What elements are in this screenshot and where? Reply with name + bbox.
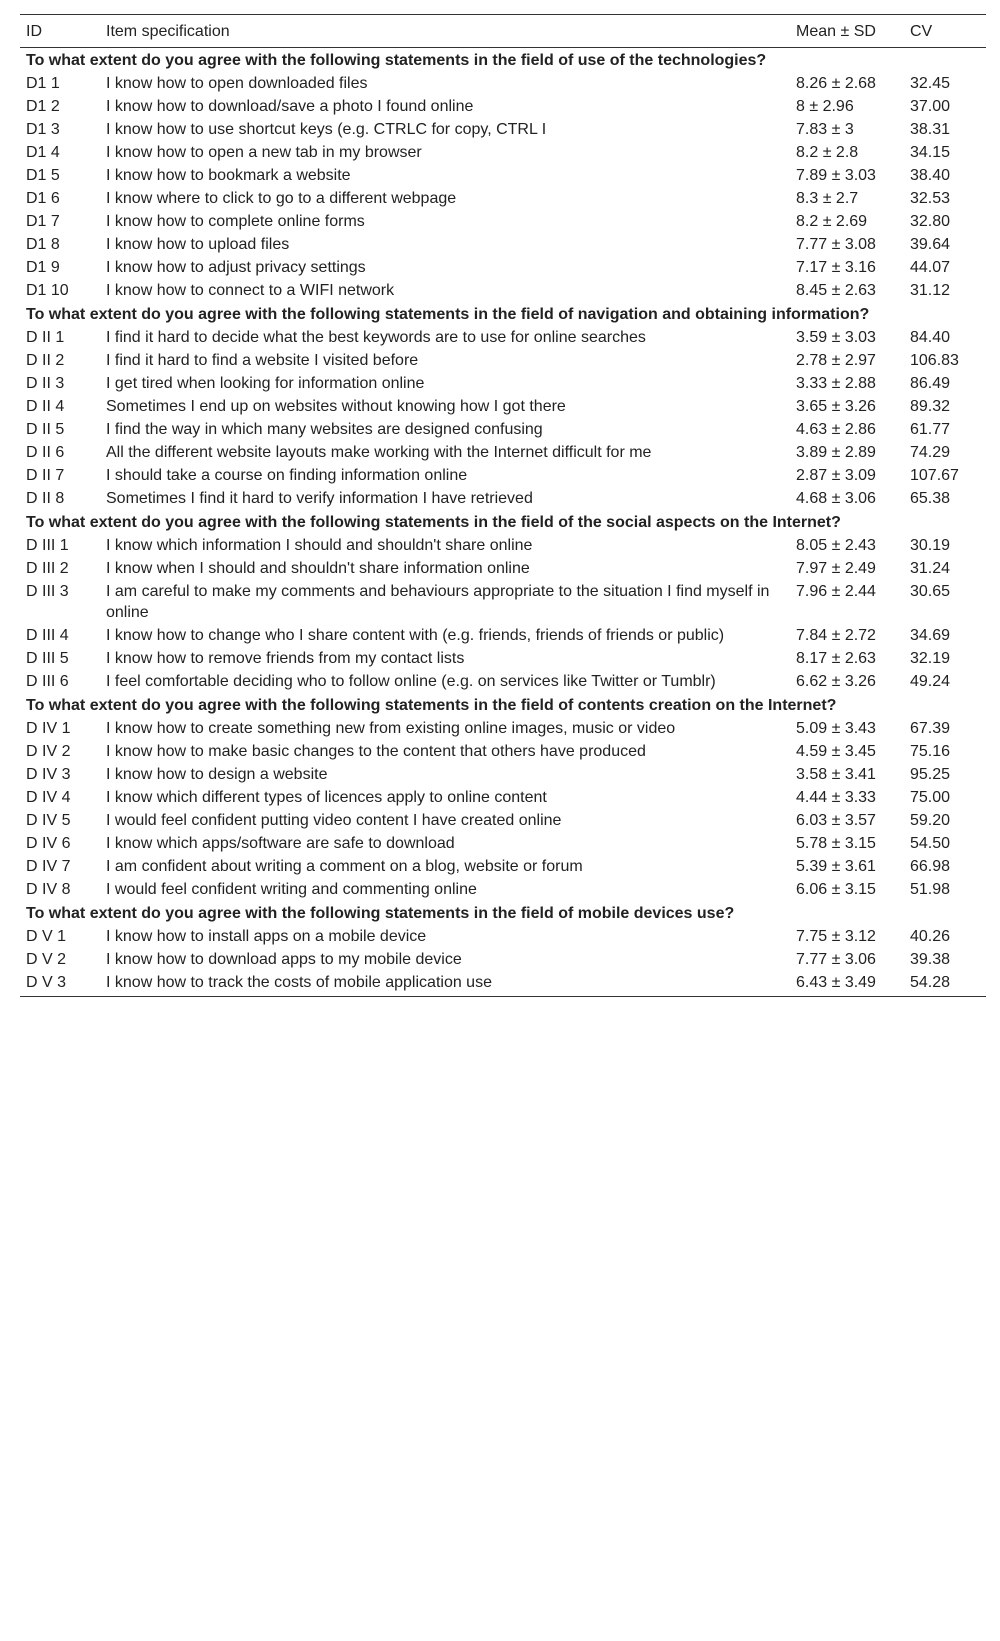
mean-sd-cell: 7.77 ± 3.06 — [796, 951, 876, 968]
cv-cell: 40.26 — [910, 928, 951, 945]
cv-cell: 54.28 — [904, 971, 986, 997]
mean-sd-cell: 7.84 ± 2.72 — [796, 627, 876, 644]
item-id-cell: D IV 4 — [26, 789, 71, 806]
item-id-cell: D II 5 — [26, 421, 65, 438]
item-specification-cell: I know how to remove friends from my contact lists — [106, 650, 465, 667]
table-row — [20, 670, 986, 693]
item-specification-cell: I know how to open a new tab in my browser — [106, 144, 422, 161]
mean-sd-cell: 6.03 ± 3.57 — [796, 812, 876, 829]
item-id-cell: D III 2 — [26, 560, 69, 577]
table-row — [20, 164, 986, 187]
mean-sd-cell: 3.33 ± 2.88 — [796, 375, 876, 392]
item-id-cell: D V 2 — [26, 951, 67, 968]
item-specification-cell: I know how to track the costs of mobile application use — [100, 971, 790, 997]
mean-sd-cell: 7.83 ± 3 — [796, 121, 854, 138]
table-row — [20, 786, 986, 809]
item-id-cell: D1 8 — [26, 236, 60, 253]
cv-cell: 67.39 — [910, 720, 951, 737]
item-id-cell: D II 1 — [26, 329, 65, 346]
cv-cell: 38.40 — [910, 167, 951, 184]
cv-cell: 30.19 — [910, 537, 951, 554]
cv-cell: 84.40 — [910, 329, 951, 346]
item-id-cell: D IV 2 — [26, 743, 71, 760]
mean-sd-cell: 8.26 ± 2.68 — [796, 75, 876, 92]
table-row — [20, 855, 986, 878]
results-table-container — [20, 14, 986, 997]
cv-cell: 32.80 — [910, 213, 951, 230]
table-row — [20, 72, 986, 95]
table-row — [20, 95, 986, 118]
header-id: ID — [20, 15, 100, 48]
table-row — [20, 210, 986, 233]
header-mean-sd: Mean ± SD — [790, 15, 904, 48]
item-specification-cell: I know how to open downloaded files — [106, 75, 368, 92]
item-id-cell: D IV 3 — [26, 766, 71, 783]
item-id-cell: D1 6 — [26, 190, 60, 207]
table-row — [20, 925, 986, 948]
item-specification-cell: I know how to make basic changes to the content that others have produced — [106, 743, 646, 760]
item-specification-cell: I am careful to make my comments and behaviours appropriate to the situation I find myself in online — [106, 583, 770, 621]
item-specification-cell: I know which apps/software are safe to download — [106, 835, 455, 852]
cv-cell: 30.65 — [910, 583, 951, 600]
table-row — [20, 740, 986, 763]
cv-cell: 66.98 — [910, 858, 951, 875]
table-row — [20, 647, 986, 670]
table-row — [20, 971, 986, 997]
item-id-cell: D III 3 — [26, 583, 69, 600]
item-specification-cell: I find it hard to find a website I visited before — [106, 352, 419, 369]
cv-cell: 95.25 — [910, 766, 951, 783]
item-id-cell: D II 8 — [26, 490, 65, 507]
item-id-cell: D II 6 — [26, 444, 65, 461]
table-row — [20, 534, 986, 557]
mean-sd-cell: 4.68 ± 3.06 — [796, 490, 876, 507]
cv-cell: 49.24 — [910, 673, 951, 690]
item-specification-cell: Sometimes I end up on websites without knowing how I got there — [106, 398, 566, 415]
table-row — [20, 256, 986, 279]
mean-sd-cell: 3.65 ± 3.26 — [796, 398, 876, 415]
header-item-specification: Item specification — [100, 15, 790, 48]
item-specification-cell: I should take a course on finding information online — [106, 467, 468, 484]
item-specification-cell: I would feel confident writing and commenting online — [106, 881, 477, 898]
table-row — [20, 279, 986, 302]
cv-cell: 89.32 — [910, 398, 951, 415]
mean-sd-cell: 7.96 ± 2.44 — [796, 583, 876, 600]
table-row — [20, 349, 986, 372]
mean-sd-cell: 8.3 ± 2.7 — [796, 190, 859, 207]
header-row — [20, 15, 986, 48]
cv-cell: 31.24 — [910, 560, 951, 577]
item-specification-cell: I know how to connect to a WIFI network — [106, 282, 395, 299]
mean-sd-cell: 2.87 ± 3.09 — [796, 467, 876, 484]
item-id-cell: D II 2 — [26, 352, 65, 369]
item-specification-cell: I know where to click to go to a different webpage — [106, 190, 457, 207]
item-specification-cell: I know how to change who I share content with (e.g. friends, friends of friends or public) — [106, 627, 725, 644]
table-row — [20, 717, 986, 740]
cv-cell: 34.15 — [910, 144, 951, 161]
cv-cell: 65.38 — [910, 490, 951, 507]
item-id-cell: D1 7 — [26, 213, 60, 230]
mean-sd-cell: 3.58 ± 3.41 — [796, 766, 876, 783]
cv-cell: 86.49 — [910, 375, 951, 392]
section-title: To what extent do you agree with the following statements in the field of contents creation on the Internet? — [26, 697, 837, 714]
item-id-cell: D V 1 — [26, 928, 67, 945]
table-row — [20, 580, 986, 624]
cv-cell: 107.67 — [910, 467, 959, 484]
item-specification-cell: I feel comfortable deciding who to follow online (e.g. on services like Twitter or Tumblr) — [106, 673, 716, 690]
item-id-cell: D IV 8 — [26, 881, 71, 898]
section-title: To what extent do you agree with the following statements in the field of navigation and obtaining information? — [26, 306, 870, 323]
item-specification-cell: I am confident about writing a comment on a blog, website or forum — [106, 858, 583, 875]
section-row — [20, 48, 986, 73]
item-id-cell: D IV 5 — [26, 812, 71, 829]
section-row — [20, 901, 986, 925]
item-id-cell: D III 1 — [26, 537, 69, 554]
cv-cell: 39.38 — [910, 951, 951, 968]
item-specification-cell: I know how to upload files — [106, 236, 290, 253]
item-id-cell: D1 1 — [26, 75, 60, 92]
table-row — [20, 118, 986, 141]
cv-cell: 74.29 — [910, 444, 951, 461]
item-id-cell: D II 3 — [26, 375, 65, 392]
cv-cell: 75.00 — [910, 789, 951, 806]
item-statistics-table — [20, 14, 986, 997]
table-row — [20, 464, 986, 487]
section-title: To what extent do you agree with the following statements in the field of mobile devices use? — [26, 905, 735, 922]
item-specification-cell: I know how to design a website — [106, 766, 328, 783]
item-id-cell: D1 10 — [26, 282, 69, 299]
table-row — [20, 948, 986, 971]
cv-cell: 54.50 — [910, 835, 951, 852]
item-id-cell: D IV 7 — [26, 858, 71, 875]
item-specification-cell: I know how to bookmark a website — [106, 167, 351, 184]
mean-sd-cell: 7.97 ± 2.49 — [796, 560, 876, 577]
table-row — [20, 441, 986, 464]
item-specification-cell: I know how to download apps to my mobile device — [106, 951, 462, 968]
item-id-cell: D III 5 — [26, 650, 69, 667]
item-specification-cell: I find it hard to decide what the best keywords are to use for online searches — [106, 329, 646, 346]
table-row — [20, 326, 986, 349]
item-specification-cell: I know how to install apps on a mobile device — [106, 928, 427, 945]
mean-sd-cell: 8.45 ± 2.63 — [796, 282, 876, 299]
table-row — [20, 809, 986, 832]
mean-sd-cell: 5.09 ± 3.43 — [796, 720, 876, 737]
mean-sd-cell: 8.05 ± 2.43 — [796, 537, 876, 554]
section-row — [20, 302, 986, 326]
item-specification-cell: I know how to download/save a photo I found online — [106, 98, 474, 115]
item-id-cell: D1 9 — [26, 259, 60, 276]
item-id-cell: D III 6 — [26, 673, 69, 690]
item-id-cell: D IV 6 — [26, 835, 71, 852]
item-specification-cell: I get tired when looking for information online — [106, 375, 425, 392]
section-title: To what extent do you agree with the following statements in the field of use of the technologies? — [26, 52, 767, 69]
table-row — [20, 878, 986, 901]
cv-cell: 39.64 — [910, 236, 951, 253]
cv-cell: 32.19 — [910, 650, 951, 667]
table-row — [20, 233, 986, 256]
item-specification-cell: I would feel confident putting video content I have created online — [106, 812, 562, 829]
cv-cell: 31.12 — [910, 282, 951, 299]
item-id-cell: D IV 1 — [26, 720, 71, 737]
cv-cell: 75.16 — [910, 743, 951, 760]
mean-sd-cell: 6.62 ± 3.26 — [796, 673, 876, 690]
mean-sd-cell: 2.78 ± 2.97 — [796, 352, 876, 369]
cv-cell: 61.77 — [910, 421, 951, 438]
item-id-cell: D II 7 — [26, 467, 65, 484]
table-header — [20, 15, 986, 48]
item-id-cell: D V 3 — [20, 971, 100, 997]
table-row — [20, 395, 986, 418]
table-row — [20, 418, 986, 441]
mean-sd-cell: 3.89 ± 2.89 — [796, 444, 876, 461]
mean-sd-cell: 4.59 ± 3.45 — [796, 743, 876, 760]
mean-sd-cell: 7.75 ± 3.12 — [796, 928, 876, 945]
mean-sd-cell: 3.59 ± 3.03 — [796, 329, 876, 346]
item-specification-cell: I know how to adjust privacy settings — [106, 259, 366, 276]
mean-sd-cell: 6.06 ± 3.15 — [796, 881, 876, 898]
cv-cell: 59.20 — [910, 812, 951, 829]
table-row — [20, 832, 986, 855]
item-specification-cell: All the different website layouts make working with the Internet difficult for me — [106, 444, 652, 461]
cv-cell: 32.53 — [910, 190, 951, 207]
cv-cell: 34.69 — [910, 627, 951, 644]
table-row — [20, 141, 986, 164]
mean-sd-cell: 5.78 ± 3.15 — [796, 835, 876, 852]
item-id-cell: D1 4 — [26, 144, 60, 161]
cv-cell: 44.07 — [910, 259, 951, 276]
table-body — [20, 48, 986, 997]
mean-sd-cell: 4.63 ± 2.86 — [796, 421, 876, 438]
item-specification-cell: I find the way in which many websites are designed confusing — [106, 421, 543, 438]
mean-sd-cell: 7.77 ± 3.08 — [796, 236, 876, 253]
mean-sd-cell: 5.39 ± 3.61 — [796, 858, 876, 875]
item-id-cell: D II 4 — [26, 398, 65, 415]
table-row — [20, 487, 986, 510]
item-specification-cell: I know how to create something new from existing online images, music or video — [106, 720, 676, 737]
header-cv: CV — [904, 15, 986, 48]
item-specification-cell: I know how to complete online forms — [106, 213, 365, 230]
item-id-cell: D1 5 — [26, 167, 60, 184]
item-specification-cell: I know which information I should and shouldn't share online — [106, 537, 533, 554]
item-specification-cell: I know which different types of licences apply to online content — [106, 789, 547, 806]
item-id-cell: D1 2 — [26, 98, 60, 115]
section-row — [20, 510, 986, 534]
mean-sd-cell: 8.2 ± 2.8 — [796, 144, 859, 161]
mean-sd-cell: 4.44 ± 3.33 — [796, 789, 876, 806]
mean-sd-cell: 7.89 ± 3.03 — [796, 167, 876, 184]
cv-cell: 32.45 — [910, 75, 951, 92]
table-row — [20, 624, 986, 647]
table-row — [20, 557, 986, 580]
cv-cell: 51.98 — [910, 881, 951, 898]
section-title: To what extent do you agree with the following statements in the field of the social aspects on the Internet? — [26, 514, 841, 531]
table-row — [20, 763, 986, 786]
item-id-cell: D1 3 — [26, 121, 60, 138]
mean-sd-cell: 8 ± 2.96 — [796, 98, 854, 115]
table-row — [20, 372, 986, 395]
cv-cell: 106.83 — [910, 352, 959, 369]
section-row — [20, 693, 986, 717]
mean-sd-cell: 8.17 ± 2.63 — [796, 650, 876, 667]
table-row — [20, 187, 986, 210]
item-id-cell: D III 4 — [26, 627, 69, 644]
mean-sd-cell: 6.43 ± 3.49 — [790, 971, 904, 997]
cv-cell: 38.31 — [910, 121, 951, 138]
item-specification-cell: I know how to use shortcut keys (e.g. CTRLC for copy, CTRL I — [106, 121, 547, 138]
item-specification-cell: I know when I should and shouldn't share information online — [106, 560, 530, 577]
mean-sd-cell: 8.2 ± 2.69 — [796, 213, 868, 230]
item-specification-cell: Sometimes I find it hard to verify information I have retrieved — [106, 490, 533, 507]
cv-cell: 37.00 — [910, 98, 951, 115]
mean-sd-cell: 7.17 ± 3.16 — [796, 259, 876, 276]
